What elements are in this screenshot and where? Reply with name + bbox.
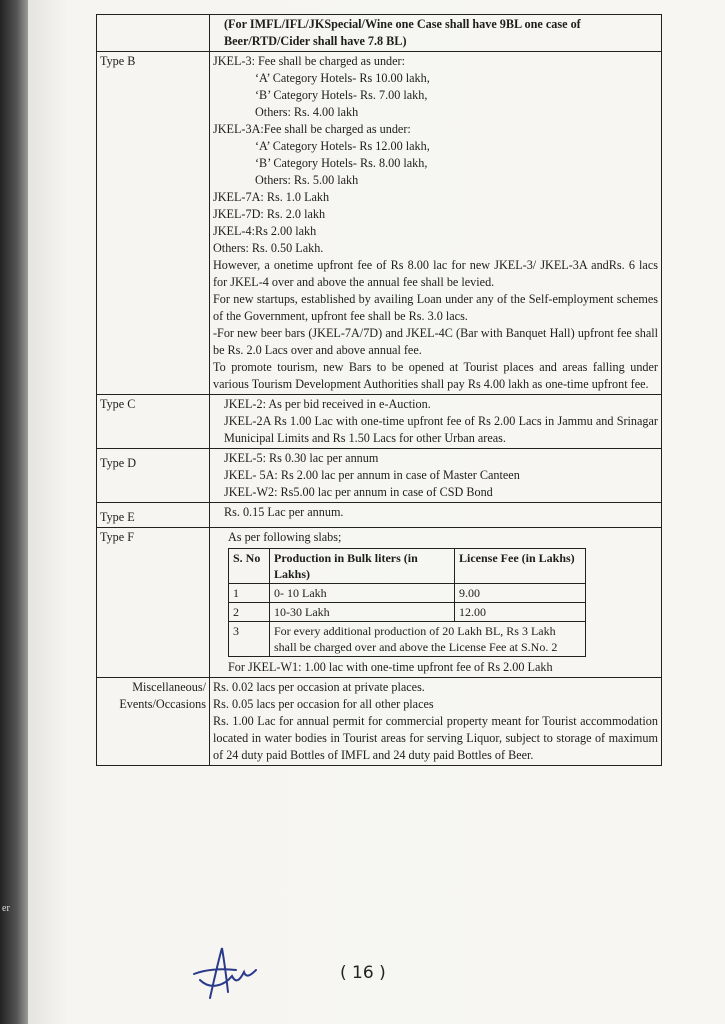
type-c-label: Type C <box>97 395 210 449</box>
misc-line: Rs. 0.02 lacs per occasion at private places. <box>213 680 425 694</box>
fee-table <box>96 14 662 766</box>
type-d-content <box>210 449 662 503</box>
type-b-label: Type B <box>97 52 210 395</box>
case-note <box>210 15 662 52</box>
misc-label: Miscellaneous/ Events/Occasions <box>97 678 210 766</box>
slab-header: S. No <box>229 549 270 584</box>
slab-header: Production in Bulk liters (in Lakhs) <box>270 549 455 584</box>
jkel3a-item: ‘A’ Category Hotels- Rs 12.00 lakh, <box>255 139 430 153</box>
slab-sno: 1 <box>229 584 270 603</box>
type-d-line: JKEL-5: Rs 0.30 lac per annum <box>224 451 379 465</box>
row-type-c <box>97 395 662 449</box>
page-number: ( 16 ) <box>340 963 386 983</box>
case-note-text: (For IMFL/IFL/JKSpecial/Wine one Case shall have 9BL one case of Beer/RTD/Cider shall have 7.8 BL) <box>224 17 581 48</box>
type-f-footer: For JKEL-W1: 1.00 lac with one-time upfront fee of Rs 2.00 Lakh <box>228 660 553 674</box>
type-f-content <box>210 528 662 678</box>
type-d-label: Type D <box>97 449 210 503</box>
type-e-text: Rs. 0.15 Lac per annum. <box>224 505 344 519</box>
slab-production: 0- 10 Lakh <box>270 584 455 603</box>
beer-bar-para: -For new beer bars (JKEL-7A/7D) and JKEL-4C (Bar with Banquet Hall) upfront fee shall be Rs. 2.0 Lacs over and above annual fee. <box>213 326 658 357</box>
jkel3a-item: ‘B’ Category Hotels- Rs. 8.00 lakh, <box>255 156 428 170</box>
row-type-f <box>97 528 662 678</box>
misc-para: Rs. 1.00 Lac for annual permit for commercial property meant for Tourist accommodation located in water bodies in Tourist areas for serving Liquor, subject to storage of maximum of 24 duty paid Bottles of IMFL and 24 duty paid Bottles of Beer. <box>213 714 658 762</box>
misc-line: Rs. 0.05 lacs per occasion for all other places <box>213 697 434 711</box>
row-type-d <box>97 449 662 503</box>
slab-fee: 12.00 <box>455 603 586 622</box>
slab-table <box>228 548 586 657</box>
scan-shadow <box>0 0 28 1024</box>
upfront-fee-para: However, a onetime upfront fee of Rs 8.00 lac for new JKEL-3/ JKEL-3A andRs. 6 lacs for JKEL-4 over and above the annual fee shall be levied. <box>213 258 658 289</box>
jkel3-item: Others: Rs. 4.00 lakh <box>255 105 359 119</box>
row-misc <box>97 678 662 766</box>
type-f-label: Type F <box>97 528 210 678</box>
startup-para: For new startups, established by availing Loan under any of the Self-employment schemes of the Government, upfront fee shall be Rs. 3.0 lacs. <box>213 292 658 323</box>
jkel3a-head: JKEL-3A:Fee shall be charged as under: <box>213 122 411 136</box>
slab-additional: For every additional production of 20 Lakh BL, Rs 3 Lakh shall be charged over and above the License Fee at S.No. 2 <box>270 622 586 657</box>
table-row <box>229 622 586 657</box>
tourism-para: To promote tourism, new Bars to be opened at Tourist places and areas falling under various Tourism Development Authorities shall pay Rs 4.00 lakh as one-time upfront fee. <box>213 360 658 391</box>
type-e-label: Type E <box>97 503 210 528</box>
type-d-line: JKEL- 5A: Rs 2.00 lac per annum in case of Master Canteen <box>224 468 520 482</box>
row-type-b <box>97 52 662 395</box>
type-c-content <box>210 395 662 449</box>
label-empty <box>97 15 210 52</box>
misc-content <box>210 678 662 766</box>
type-b-line: JKEL-7A: Rs. 1.0 Lakh <box>213 190 330 204</box>
jkel3-item: ‘A’ Category Hotels- Rs 10.00 lakh, <box>255 71 430 85</box>
type-d-line: JKEL-W2: Rs5.00 lac per annum in case of CSD Bond <box>224 485 493 499</box>
type-b-line: JKEL-4:Rs 2.00 lakh <box>213 224 317 238</box>
type-b-line: JKEL-7D: Rs. 2.0 lakh <box>213 207 326 221</box>
jkel3-item: ‘B’ Category Hotels- Rs. 7.00 lakh, <box>255 88 428 102</box>
row-type-e <box>97 503 662 528</box>
type-e-content <box>210 503 662 528</box>
signature-icon <box>180 940 270 1010</box>
type-c-line: JKEL-2A Rs 1.00 Lac with one-time upfront fee of Rs 2.00 Lacs in Jammu and Srinagar Municipal Limits and Rs 1.50 Lacs for other Urban areas. <box>224 414 658 445</box>
slab-sno: 3 <box>229 622 270 657</box>
table-row <box>229 603 586 622</box>
type-f-intro: As per following slabs; <box>228 530 342 544</box>
table-row <box>229 584 586 603</box>
slab-production: 10-30 Lakh <box>270 603 455 622</box>
type-c-line: JKEL-2: As per bid received in e-Auction. <box>224 397 431 411</box>
type-b-content <box>210 52 662 395</box>
margin-fragment: er <box>2 903 10 914</box>
slab-header-row <box>229 549 586 584</box>
row-case-note <box>97 15 662 52</box>
slab-fee: 9.00 <box>455 584 586 603</box>
slab-sno: 2 <box>229 603 270 622</box>
slab-header: License Fee (in Lakhs) <box>455 549 586 584</box>
jkel3a-item: Others: Rs. 5.00 lakh <box>255 173 359 187</box>
jkel3-head: JKEL-3: Fee shall be charged as under: <box>213 54 406 68</box>
type-b-line: Others: Rs. 0.50 Lakh. <box>213 241 324 255</box>
